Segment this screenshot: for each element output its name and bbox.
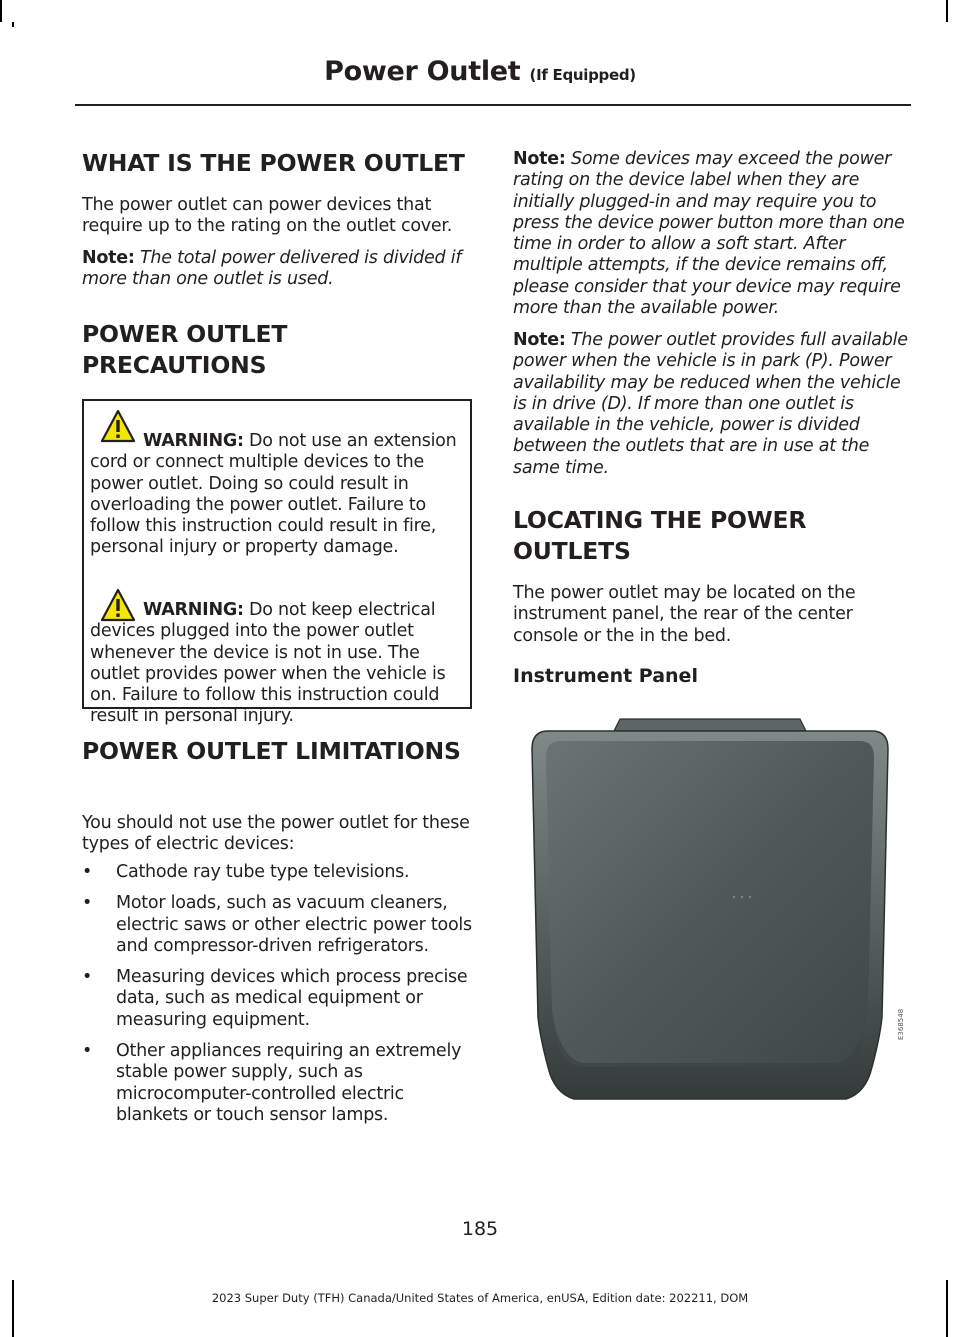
list-item	[82, 893, 476, 957]
warning-label: WARNING:	[143, 431, 244, 451]
heading-locating-line2: OUTLETS	[513, 537, 631, 565]
limitations-list	[82, 862, 476, 1136]
heading-precautions-line1: POWER OUTLET	[82, 320, 288, 348]
page-number: 185	[461, 1218, 499, 1240]
header-subtitle: (If Equipped)	[529, 66, 636, 84]
header-title: Power Outlet	[324, 56, 521, 87]
warning-extension-cord	[90, 431, 466, 559]
paragraph-limitations: You should not use the power outlet for these types of electric devices:	[82, 813, 470, 855]
crop-mark	[946, 0, 948, 22]
warning-box	[82, 399, 472, 727]
note-soft-start	[513, 149, 908, 319]
warning-unplug-devices	[90, 600, 466, 728]
list-item-text: Cathode ray tube type televisions.	[116, 862, 410, 882]
note-label: Note:	[513, 330, 566, 350]
crop-mark	[12, 22, 14, 27]
note-text: Some devices may exceed the power rating on the device label when they are initially plugged-in and may require you to press the device power button more than one time in order to allow a soft start. After multiple attempts, if the device remains off, please consider that your device may require more than the available power.	[513, 149, 905, 319]
bullet: •	[82, 862, 93, 882]
warning-text: Do not use an extension cord or connect multiple devices to the power outlet. Doing so could result in overloading the power outlet. Failure to follow this instruction could result in fire, personal injury or property damage.	[90, 431, 457, 558]
heading-locating-line1: LOCATING THE POWER	[513, 506, 807, 534]
crop-mark	[946, 1280, 948, 1337]
heading-limitations: POWER OUTLET LIMITATIONS	[82, 737, 461, 765]
note-power-availability	[513, 330, 908, 479]
warning-text: Do not keep electrical devices plugged into the power outlet whenever the device is not in use. The outlet provides power when the vehicle is on. Failure to follow this instruction could result in personal injury.	[90, 600, 446, 727]
crop-mark	[12, 1280, 14, 1337]
list-item-text: Measuring devices which process precise data, such as medical equipment or measuring equipment.	[116, 967, 468, 1030]
heading-what-is: WHAT IS THE POWER OUTLET	[82, 149, 465, 177]
heading-instrument-panel: Instrument Panel	[513, 665, 698, 687]
note-text: The total power delivered is divided if more than one outlet is used.	[82, 248, 462, 290]
note-label: Note:	[82, 248, 135, 268]
list-item	[82, 1041, 476, 1126]
paragraph-what-is: The power outlet can power devices that require up to the rating on the outlet cover.	[82, 195, 453, 237]
note-total-power	[82, 248, 474, 291]
page-footer: 2023 Super Duty (TFH) Canada/United States of America, enUSA, Edition date: 202211, DOM	[211, 1291, 749, 1305]
bullet: •	[82, 1041, 93, 1062]
list-item-text: Motor loads, such as vacuum cleaners, electric saws or other electric power tools and compressor-driven refrigerators.	[116, 893, 472, 956]
list-item-text: Other appliances requiring an extremely stable power supply, such as microcomputer-controlled electric blankets or touch sensor lamps.	[116, 1041, 462, 1125]
paragraph-locating: The power outlet may be located on the instrument panel, the rear of the center console or the in the bed.	[513, 583, 856, 646]
note-text: The power outlet provides full available power when the vehicle is in park (P). Power availability may be reduced when the vehicle is in drive (D). If more than one outlet is available in the vehicle, power is divided between the outlets that are in use at the same time.	[513, 330, 908, 478]
bullet: •	[82, 967, 93, 988]
crop-mark	[0, 0, 2, 22]
bullet: •	[82, 893, 93, 914]
page-header	[0, 56, 960, 87]
figure-code: E368548	[897, 1008, 905, 1040]
note-label: Note:	[513, 149, 566, 169]
list-item	[82, 862, 476, 883]
heading-precautions-line2: PRECAUTIONS	[82, 351, 267, 379]
header-rule	[75, 104, 911, 106]
list-item	[82, 967, 476, 1031]
power-outlet-cover-illustration	[520, 717, 900, 1117]
warning-label: WARNING:	[143, 600, 244, 620]
